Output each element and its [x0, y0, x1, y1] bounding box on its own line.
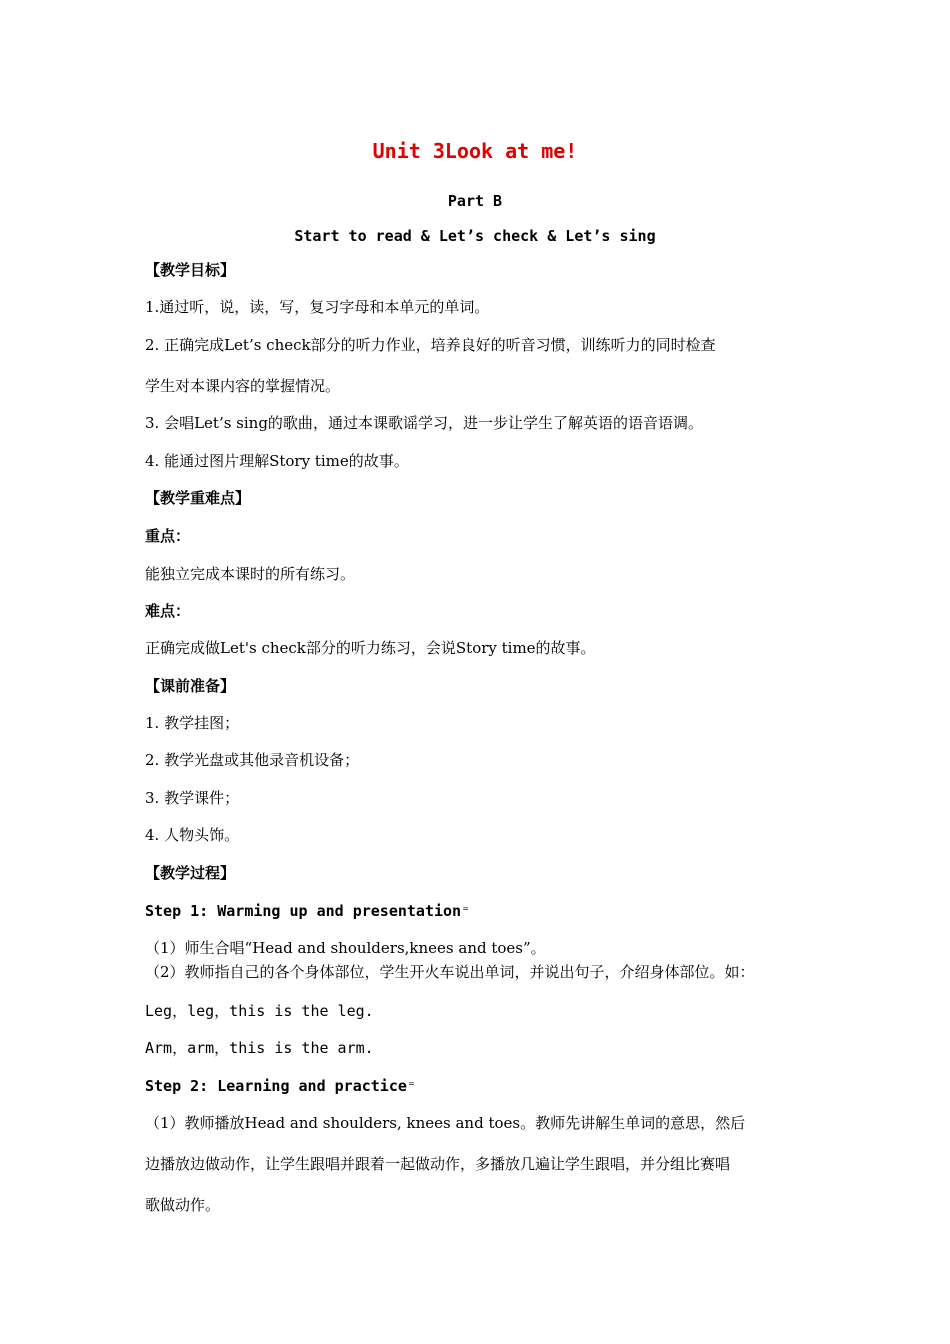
- focus-text: 能独立完成本课时的所有练习。: [145, 565, 356, 583]
- step-2-line: 边播放边做动作，让学生跟唱并跟着一起做动作，多播放几遍让学生跟唱，并分组比赛唱: [145, 1155, 731, 1173]
- lesson-subtitle: Start to read & Let’s check & Let’s sing: [294, 227, 656, 245]
- part-label: Part B: [447, 192, 503, 210]
- preparation-item: 4. 人物头饰。: [145, 826, 240, 844]
- preparation-item: 3. 教学课件；: [145, 789, 240, 807]
- step-1-title: [145, 901, 470, 921]
- objective-item: 3. 会唱Let’s sing的歌曲，通过本课歌谣学习，进一步让学生了解英语的语音语调。: [145, 414, 703, 432]
- step-1-line: （2）教师指自己的各个身体部位，学生开火车说出单词，并说出句子，介绍身体部位。如：: [145, 963, 755, 981]
- preparation-item: 1. 教学挂图；: [145, 714, 240, 732]
- focus-label: 重点：: [145, 527, 191, 545]
- objective-item: 1.通过听，说，读，写，复习字母和本单元的单词。: [145, 298, 490, 316]
- objectives-heading: 【教学目标】: [145, 261, 236, 279]
- paragraph-mark-icon: ⁼: [406, 1077, 416, 1095]
- difficulty-label: 难点：: [145, 602, 191, 620]
- objective-item: 2. 正确完成Let’s check部分的听力作业，培养良好的听音习惯，训练听力的同时检查: [145, 336, 716, 354]
- objective-item: 学生对本课内容的掌握情况。: [145, 377, 341, 395]
- objective-item: 4. 能通过图片理解Story time的故事。: [145, 452, 409, 470]
- page-title: Unit 3Look at me!: [372, 139, 578, 163]
- step-1-line: Arm，arm，this is the arm.: [145, 1039, 374, 1057]
- preparation-heading: 【课前准备】: [145, 677, 236, 695]
- step-1-line: （1）师生合唱“Head and shoulders,knees and toes”。: [145, 939, 546, 957]
- step-1-title-text: Step 1: Warming up and presentation: [145, 902, 462, 920]
- step-2-line: 歌做动作。: [145, 1196, 221, 1214]
- step-2-title: [145, 1076, 416, 1096]
- step-2-line: （1）教师播放Head and shoulders, knees and toes。教师先讲解生单词的意思，然后: [145, 1114, 746, 1132]
- difficulty-text: 正确完成做Let's check部分的听力练习，会说Story time的故事。: [145, 639, 596, 657]
- step-1-line: Leg，leg，this is the leg.: [145, 1002, 374, 1020]
- step-2-title-text: Step 2: Learning and practice: [145, 1077, 407, 1095]
- paragraph-mark-icon: ⁼: [461, 902, 471, 920]
- preparation-item: 2. 教学光盘或其他录音机设备；: [145, 751, 360, 769]
- key-points-heading: 【教学重难点】: [145, 489, 251, 507]
- process-heading: 【教学过程】: [145, 864, 236, 882]
